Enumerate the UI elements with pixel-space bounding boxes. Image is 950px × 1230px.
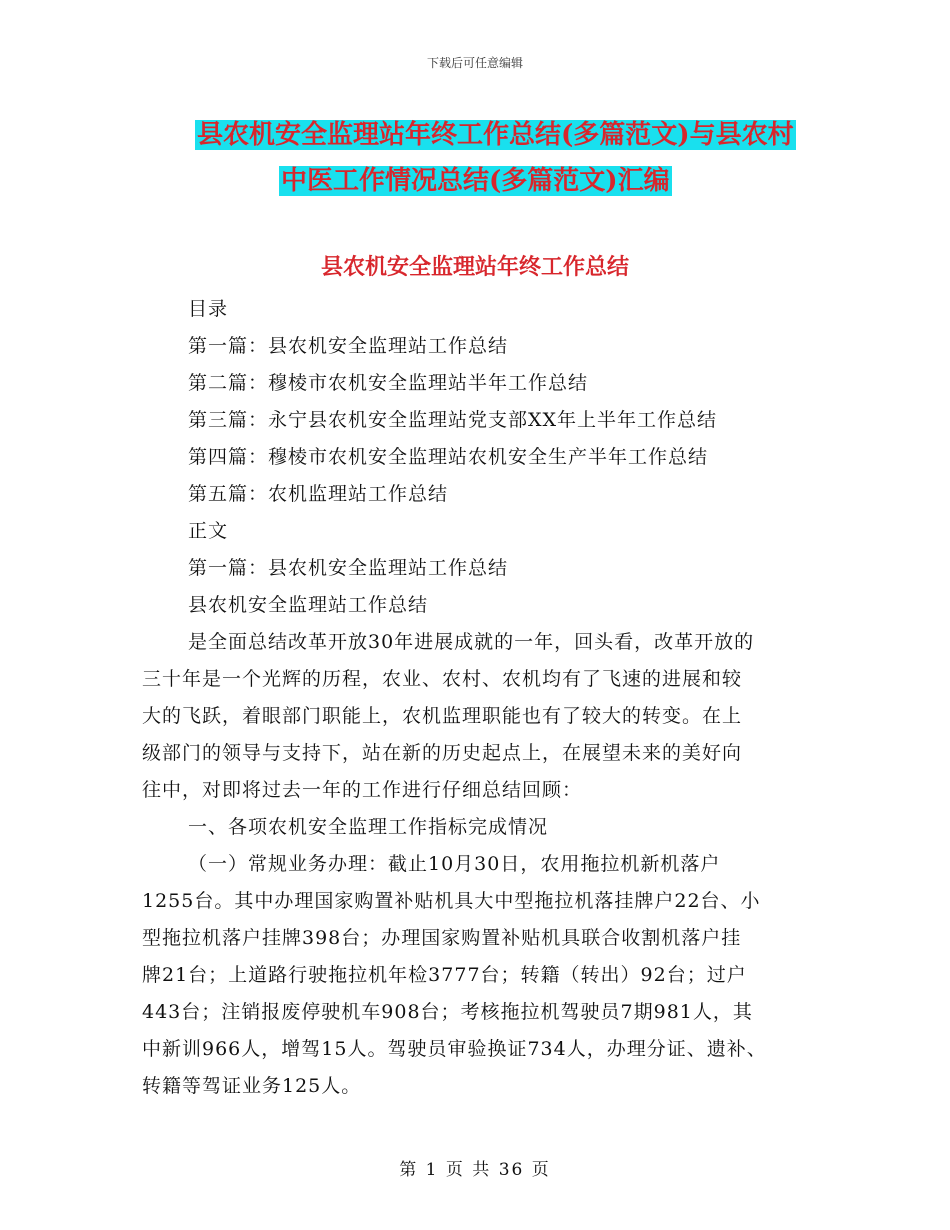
paragraph-line: 转籍等驾证业务125人。 — [142, 1075, 362, 1097]
main-title-line1: 县农机安全监理站年终工作总结(多篇范文)与县农村 — [197, 120, 794, 150]
paragraph-line: 中新训966人，增驾15人。驾驶员审验换证734人，办理分证、遗补、 — [142, 1038, 767, 1060]
toc-item: 第二篇：穆棱市农机安全监理站半年工作总结 — [188, 372, 589, 394]
paragraph-line: 级部门的领导与支持下，站在新的历史起点上，在展望未来的美好向 — [142, 742, 743, 764]
main-title — [195, 112, 815, 204]
paragraph-line: 型拖拉机落户挂牌398台；办理国家购置补贴机具联合收割机落户挂 — [142, 927, 742, 949]
toc-item: 第五篇：农机监理站工作总结 — [188, 483, 449, 505]
toc-item: 第四篇：穆棱市农机安全监理站农机安全生产半年工作总结 — [188, 446, 709, 468]
paragraph-line: 大的飞跃，着眼部门职能上，农机监理职能也有了较大的转变。在上 — [142, 705, 743, 727]
paragraph-line: 三十年是一个光辉的历程，农业、农村、农机均有了飞速的进展和较 — [142, 668, 743, 690]
toc-item: 第一篇：县农机安全监理站工作总结 — [188, 335, 509, 357]
paragraph-line: 往中，对即将过去一年的工作进行仔细总结回顾： — [142, 779, 583, 801]
section-heading: 一、各项农机安全监理工作指标完成情况 — [188, 816, 549, 838]
part1-title: 第一篇：县农机安全监理站工作总结 — [188, 557, 509, 579]
page-footer: 第 1 页 共 36 页 — [399, 1160, 551, 1180]
paragraph-line: （一）常规业务办理：截止10月30日，农用拖拉机新机落户 — [188, 853, 721, 875]
paragraph-line: 牌21台；上道路行驶拖拉机年检3777台；转籍（转出）92台；过户 — [142, 964, 747, 986]
part1-subtitle: 县农机安全监理站工作总结 — [188, 594, 429, 616]
document-body — [142, 291, 810, 1105]
body-heading: 正文 — [188, 520, 229, 542]
section-title: 县农机安全监理站年终工作总结 — [320, 254, 629, 280]
toc-item: 第三篇：永宁县农机安全监理站党支部XX年上半年工作总结 — [188, 409, 718, 431]
paragraph-line: 443台；注销报废停驶机车908台；考核拖拉机驾驶员7期981人，其 — [142, 1001, 753, 1023]
main-title-line2: 中医工作情况总结(多篇范文)汇编 — [281, 166, 670, 196]
paragraph-line: 是全面总结改革开放30年进展成就的一年，回头看，改革开放的 — [188, 631, 755, 653]
paragraph-line: 1255台。其中办理国家购置补贴机具大中型拖拉机落挂牌户22台、小 — [142, 890, 761, 912]
toc-heading: 目录 — [188, 298, 229, 320]
header-note: 下载后可任意编辑 — [426, 56, 523, 70]
